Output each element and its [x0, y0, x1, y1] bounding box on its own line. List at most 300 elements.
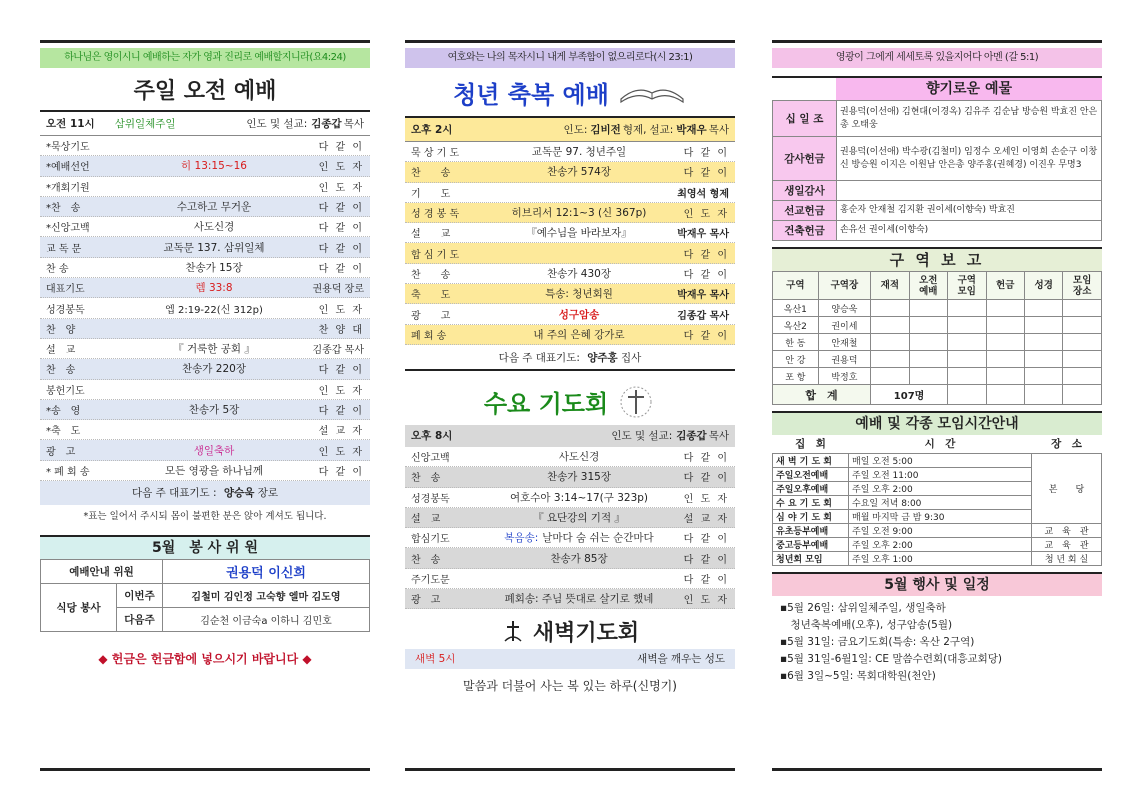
schedule-name: 새 벽 기 도 회: [773, 453, 849, 467]
order-row: [40, 156, 370, 176]
pastor-name: 김종갑: [311, 118, 342, 130]
district-cell: [871, 334, 909, 351]
district-row: [773, 351, 1102, 368]
leader-title: 형제,: [622, 124, 647, 136]
youth-title: 청년 축복 예배: [453, 79, 609, 109]
row-label: *묵상기도: [46, 142, 90, 154]
row-label: 찬 송: [411, 168, 451, 180]
order-row: [405, 243, 735, 263]
next-prayer-name: 양주홍: [587, 351, 618, 364]
row-leader: 인 도 자: [318, 162, 364, 174]
top-rule: [772, 40, 1102, 43]
schedule-place: 청 년 회 실: [1032, 551, 1102, 565]
offering-note: ◆ 헌금은 헌금함에 넣으시기 바랍니다 ◆: [98, 652, 312, 667]
schedule-row: [773, 481, 1102, 495]
district-cell: [1063, 368, 1102, 385]
service-time: 오후 8시: [411, 430, 453, 443]
row-content: 찬송가 574장: [547, 166, 611, 179]
schedule-name: 심 야 기 도 회: [773, 509, 849, 523]
district-cell: [948, 317, 986, 334]
district-col-header: 구역 모임: [948, 272, 986, 300]
schedule-place: [1032, 495, 1102, 509]
row-leader: 설 교 자: [683, 514, 729, 525]
row-leader: 김종갑 목사: [677, 310, 729, 322]
district-row: [773, 368, 1102, 385]
order-row: [405, 183, 735, 203]
service-header: [40, 112, 370, 136]
district-cell: [986, 334, 1024, 351]
youth-service-column: [405, 40, 735, 703]
row-leader: 인 도 자: [683, 209, 729, 221]
district-cell: [909, 334, 947, 351]
usher-names: 권용덕 이신희: [163, 560, 370, 584]
row-label: 주기도문: [411, 574, 450, 586]
district-col-header: 모임 장소: [1063, 272, 1102, 300]
order-row: [40, 136, 370, 156]
schedule-name: 주일오전예배: [773, 467, 849, 481]
service-name: 삼위일체주일: [114, 118, 176, 130]
bottom-rule: [405, 768, 735, 771]
row-leader: 다 같 이: [318, 406, 364, 417]
order-row: [40, 359, 370, 379]
service-time: 오후 2시: [411, 124, 453, 136]
row-label: 광 고: [411, 310, 451, 322]
total-value: 107명: [871, 385, 948, 405]
volunteers-title: 5월 봉 사 위 원: [40, 537, 370, 559]
row-leader: 다 같 이: [683, 269, 729, 281]
district-cell: [1063, 334, 1102, 351]
row-label: * 폐 회 송: [46, 466, 90, 478]
row-label: 찬 송: [46, 263, 69, 275]
row-label: 성 경 봉 독: [411, 209, 460, 221]
row-label: 설 교: [46, 345, 76, 357]
schedule-header-row: [773, 435, 1102, 453]
schedule-time: 주일 오후 2:00: [849, 537, 1032, 551]
row-leader: 다 같 이: [683, 473, 729, 485]
order-row: [40, 400, 370, 420]
next-prayer: [40, 481, 370, 505]
row-leader: 최영석 형제: [677, 188, 729, 200]
schedule-place: 본 당: [1032, 481, 1102, 495]
row-label: 광 고: [46, 446, 76, 458]
row-leader: 박재우 목사: [677, 229, 729, 241]
praying-cross-icon: [616, 384, 656, 420]
offering-row: [773, 201, 1102, 221]
district-cell: [986, 385, 1024, 405]
schedule-time: 주일 오후 2:00: [849, 481, 1032, 495]
row-leader: 권용덕 장로: [312, 284, 364, 296]
district-row: [773, 334, 1102, 351]
row-leader: 다 같 이: [683, 148, 729, 160]
row-leader: 다 같 이: [318, 203, 364, 215]
verse-banner: 여호와는 나의 목자시니 내게 부족함이 없으리로다(시 23:1): [405, 48, 735, 68]
order-row: [40, 217, 370, 237]
district-cell: [948, 300, 986, 317]
row-label: 신앙고백: [411, 453, 450, 465]
row-label: *찬 송: [46, 203, 81, 215]
schedule-name: 청년회 모임: [773, 551, 849, 565]
row-label: *송 영: [46, 406, 81, 417]
schedule-time: 매일 오전 5:00: [849, 453, 1032, 467]
schedule-place: [1032, 467, 1102, 481]
schedule-time: 수요일 저녁 8:00: [849, 495, 1032, 509]
district-cell: [948, 351, 986, 368]
service-time: 오전 11시: [46, 118, 95, 130]
lead-label: 인도 및 설교:: [246, 118, 308, 130]
district-col-header: 오전 예배: [909, 272, 947, 300]
row-leader: 다 같 이: [318, 223, 364, 235]
district-row: [773, 300, 1102, 317]
row-content: 성구암송: [558, 308, 600, 321]
district-cell: [909, 300, 947, 317]
row-content-prefix: 복음송:: [504, 532, 539, 545]
schedule-row: [773, 509, 1102, 523]
row-content: [495, 530, 663, 545]
row-leader: 설 교 자: [318, 426, 364, 438]
schedule-name: 중고등부예배: [773, 537, 849, 551]
row-content: 히 13:15~16: [181, 160, 247, 173]
row-content: 수고하고 무거운: [176, 201, 252, 214]
top-rule: [40, 40, 370, 43]
order-row: [40, 278, 370, 298]
row-content: 찬송가 430장: [547, 267, 611, 280]
row-label: 폐 회 송: [411, 330, 447, 342]
schedule-row: [773, 453, 1102, 467]
district-name: 한 동: [773, 334, 819, 351]
district-total-row: [773, 385, 1102, 405]
order-row: [40, 461, 370, 481]
event-item: ▪5월 26일: 삼위일체주일, 생일축하: [780, 601, 946, 614]
district-row: [773, 317, 1102, 334]
event-item: 청년축복예배(오후), 성구암송(5월): [780, 618, 953, 631]
offering-names: 손유선 권이세(이향숙): [837, 221, 1102, 241]
row-content: 찬송가 15장: [185, 261, 243, 274]
row-content: 찬송가 220장: [182, 363, 246, 376]
order-row: [405, 162, 735, 182]
district-cell: [871, 368, 909, 385]
next-prayer-title: 장로: [257, 487, 278, 500]
events-list: [772, 596, 1102, 689]
row-leader: 다 같 이: [683, 534, 729, 546]
district-cell: [1063, 351, 1102, 368]
offering-row: [773, 101, 1102, 137]
event-item: ▪5월 31일: 금요기도회(특송: 옥산 2구역): [780, 635, 975, 648]
district-cell: [1063, 317, 1102, 334]
order-row: [405, 304, 735, 324]
order-row: [405, 467, 735, 487]
district-cell: [1024, 368, 1062, 385]
row-content-text: 날마다 숨 쉬는 순간마다: [542, 532, 654, 545]
preach-label: 설교:: [649, 124, 674, 136]
district-cell: [909, 317, 947, 334]
district-cell: [1024, 385, 1062, 405]
district-name: 포 항: [773, 368, 819, 385]
wed-order: [405, 447, 735, 609]
order-row: [40, 197, 370, 217]
order-row: [405, 488, 735, 508]
pastor-title: 목사: [708, 430, 729, 443]
schedule-place: [1032, 453, 1102, 467]
pastor-title: 목사: [343, 118, 364, 130]
row-leader: 다 같 이: [683, 554, 729, 566]
schedule-row: [773, 537, 1102, 551]
bottom-rule: [40, 768, 370, 771]
dawn-title: 새벽기도회: [532, 619, 640, 646]
row-content: 폐회송: 주님 뜻대로 살기로 했네: [504, 593, 654, 606]
district-col-header: 재적: [871, 272, 909, 300]
row-leader: 다 같 이: [683, 330, 729, 342]
district-cell: [948, 368, 986, 385]
pastor-name: 김종갑: [676, 430, 707, 443]
next-prayer: [405, 345, 735, 371]
announcements-column: [772, 40, 1102, 689]
row-content: 찬송가 5장: [188, 404, 240, 416]
row-label: 합 심 기 도: [411, 249, 460, 261]
row-label: 묵 상 기 도: [411, 148, 460, 160]
row-label: 축 도: [411, 290, 451, 302]
row-label: 찬 송: [46, 365, 76, 377]
offering-row: [773, 181, 1102, 201]
row-leader: 인 도 자: [683, 493, 729, 505]
row-content: 여호수아 3:14~17(구 323p): [509, 491, 649, 504]
offering-table: [772, 100, 1102, 241]
district-cell: [986, 317, 1024, 334]
order-row: [40, 319, 370, 339]
schedule-time: 주일 오전 9:00: [849, 523, 1032, 537]
order-row: [40, 339, 370, 359]
row-label: *신앙고백: [46, 223, 90, 235]
order-row: [405, 203, 735, 223]
row-label: 설 교: [411, 514, 441, 525]
schedule-place: 교 육 관: [1032, 537, 1102, 551]
standing-note: *표는 일어서 주시되 몸이 불편한 분은 앉아 계셔도 됩니다.: [83, 511, 327, 523]
row-label: 봉헌기도: [46, 385, 85, 397]
schedule-title: 예배 및 각종 모임시간안내: [772, 413, 1102, 435]
row-label: 성경봉독: [411, 493, 450, 505]
row-leader: 인 도 자: [683, 595, 729, 607]
district-leader: 양승욱: [818, 300, 870, 317]
row-label: *개회기원: [46, 182, 90, 194]
row-content: 내 주의 은혜 강가로: [533, 328, 625, 341]
order-row: [405, 447, 735, 467]
leader-name: 김비전: [590, 124, 621, 136]
district-cell: [1063, 300, 1102, 317]
kitchen-week: 이번주: [117, 584, 163, 608]
row-leader: 인 도 자: [318, 182, 364, 194]
offering-label: 선교헌금: [773, 201, 837, 221]
row-content: 특송: 청년회원: [545, 288, 613, 301]
order-row: [405, 569, 735, 589]
order-row: [40, 258, 370, 278]
offering-label: 감사헌금: [773, 137, 837, 181]
row-content: 생일축하: [193, 444, 235, 457]
row-content: 찬송가 85장: [550, 552, 608, 565]
lead-label: 인도 및 설교:: [611, 430, 673, 443]
row-leader: 인 도 자: [318, 304, 364, 316]
schedule-col-header: 장 소: [1051, 438, 1082, 451]
event-item: ▪6월 3일~5일: 목회대학원(천안): [780, 669, 936, 682]
row-label: 광 고: [411, 595, 441, 607]
lead-label: 인도:: [563, 124, 588, 136]
district-cell: [948, 385, 986, 405]
event-item: ▪5월 31일-6월1일: CE 말씀수련회(대흥교회당): [780, 652, 1003, 665]
next-prayer-title: 집사: [621, 351, 642, 364]
order-row: [40, 440, 370, 460]
row-content: 찬송가 315장: [547, 471, 611, 484]
row-leader: 다 같 이: [318, 263, 364, 275]
district-cell: [1024, 334, 1062, 351]
row-content: 렘 33:8: [195, 282, 233, 295]
district-cell: [909, 351, 947, 368]
offering-label: 생일감사: [773, 181, 837, 201]
district-leader: 권용덕: [818, 351, 870, 368]
schedule-row: [773, 523, 1102, 537]
row-leader: 다 같 이: [318, 142, 364, 154]
schedule-row: [773, 467, 1102, 481]
row-label: 찬 송: [411, 269, 451, 281]
row-label: 교 독 문: [46, 243, 82, 255]
youth-header: [405, 118, 735, 142]
row-label: 찬 양: [46, 324, 76, 336]
row-content: 엡 2:19-22(신 312p): [165, 304, 263, 316]
schedule-time: 주일 오후 1:00: [849, 551, 1032, 565]
row-content: 『예수님을 바라보자』: [526, 227, 632, 240]
row-leader: 찬 양 대: [318, 324, 364, 336]
order-row: [40, 420, 370, 440]
row-leader: 다 같 이: [318, 243, 364, 255]
row-label: 기 도: [411, 188, 451, 200]
row-content: 『 거룩한 공회 』: [173, 343, 255, 356]
page-title: 주일 오전 예배: [133, 78, 277, 104]
offering-row: [773, 221, 1102, 241]
row-leader: 인 도 자: [318, 446, 364, 458]
district-cell: [909, 368, 947, 385]
district-cell: [1024, 300, 1062, 317]
district-col-header: 구역: [773, 272, 819, 300]
district-col-header: 헌금: [986, 272, 1024, 300]
offering-names: 홍순자 안재철 김지환 권이세(이향숙) 박효진: [837, 201, 1102, 221]
offering-names: [837, 181, 1102, 201]
youth-title-row: [405, 72, 735, 112]
schedule-place: [1032, 509, 1102, 523]
order-row: [405, 325, 735, 345]
schedule-name: 유초등부예배: [773, 523, 849, 537]
order-row: [405, 142, 735, 162]
order-row: [405, 264, 735, 284]
open-book-icon: [617, 79, 687, 105]
schedule-time: 매월 마지막 금 밤 9:30: [849, 509, 1032, 523]
district-leader: 박정호: [818, 368, 870, 385]
verse-banner: 하나님은 영이시니 예배하는 자가 영과 진리로 예배할지니라(요4:24): [40, 48, 370, 68]
offering-row: [773, 137, 1102, 181]
row-content: 사도신경: [558, 451, 600, 464]
district-title: 구 역 보 고: [772, 249, 1102, 271]
district-header-row: [773, 272, 1102, 300]
order-row: [405, 548, 735, 568]
row-leader: 인 도 자: [318, 385, 364, 397]
district-table: [772, 271, 1102, 405]
dawn-motto: 말씀과 더불어 사는 복 있는 하루(신명기): [463, 679, 677, 694]
order-row: [405, 508, 735, 528]
row-label: *예배선언: [46, 162, 90, 174]
row-content: 히브리서 12:1~3 (신 367p): [511, 207, 647, 220]
row-leader: 다 같 이: [683, 574, 729, 586]
dawn-row: [405, 649, 735, 669]
row-leader: 다 같 이: [683, 453, 729, 465]
dawn-time: 새벽 5시: [415, 653, 456, 666]
row-label: 찬 송: [411, 473, 441, 485]
order-row: [405, 589, 735, 609]
row-content: 교독문 137. 삼위일체: [163, 241, 265, 254]
top-rule: [405, 40, 735, 43]
schedule-place: 교 육 관: [1032, 523, 1102, 537]
district-cell: [986, 351, 1024, 368]
row-leader: 다 같 이: [318, 365, 364, 377]
wed-header: [405, 425, 735, 447]
row-leader: 박재우 목사: [677, 290, 729, 302]
district-cell: [986, 300, 1024, 317]
row-content: 교독문 97. 청년주일: [531, 146, 627, 159]
district-leader: 안재철: [818, 334, 870, 351]
order-row: [405, 528, 735, 548]
volunteers-table: [40, 559, 370, 632]
row-leader: 다 같 이: [683, 168, 729, 180]
dawn-title-row: [405, 613, 735, 649]
schedule-name: 주일오후예배: [773, 481, 849, 495]
schedule-col-header: 집 회: [795, 438, 826, 451]
district-cell: [948, 334, 986, 351]
district-name: 안 강: [773, 351, 819, 368]
district-cell: [1063, 385, 1102, 405]
district-name: 옥산2: [773, 317, 819, 334]
district-cell: [1024, 351, 1062, 368]
wed-title: 수요 기도회: [483, 389, 609, 419]
order-row: [40, 177, 370, 197]
offering-label: 십 일 조: [773, 101, 837, 137]
district-cell: [871, 351, 909, 368]
row-leader: 다 같 이: [683, 249, 729, 261]
cross-icon: [501, 619, 525, 643]
sunday-service-column: [40, 40, 370, 667]
events-title: 5월 행사 및 일정: [772, 574, 1102, 596]
schedule-table: [772, 435, 1102, 566]
row-label: 대표기도: [46, 284, 85, 296]
row-leader: 다 같 이: [318, 466, 364, 478]
row-content: 『 요단강의 기적 』: [533, 512, 625, 524]
pastor-name: 박재우: [676, 124, 707, 136]
wed-title-row: [405, 379, 735, 425]
order-row: [40, 237, 370, 257]
schedule-row: [773, 551, 1102, 565]
usher-label: 예배안내 위원: [41, 560, 163, 584]
total-label: 합 계: [773, 385, 871, 405]
district-cell: [1024, 317, 1062, 334]
order-row: [405, 284, 735, 304]
district-cell: [871, 300, 909, 317]
schedule-time: 주일 오전 11:00: [849, 467, 1032, 481]
dawn-note: 새벽을 깨우는 성도: [637, 653, 725, 666]
order-row: [405, 223, 735, 243]
row-label: 합심기도: [411, 534, 450, 546]
bottom-rule: [772, 768, 1102, 771]
offering-names: 권용덕(이선애) 박수광(김철미) 임정수 오세인 이영희 손순구 이창신 방승원 이지은 이원남 안은총 양주홍(권혜경) 이진우 무명3: [837, 137, 1102, 181]
kitchen-week: 다음주: [117, 608, 163, 632]
youth-order: [405, 142, 735, 345]
district-leader: 권이세: [818, 317, 870, 334]
next-prayer-label: 다음 주 대표기도 :: [132, 487, 217, 500]
row-content: 모든 영광을 하나님께: [165, 464, 263, 477]
next-prayer-name: 양승욱: [223, 487, 255, 500]
